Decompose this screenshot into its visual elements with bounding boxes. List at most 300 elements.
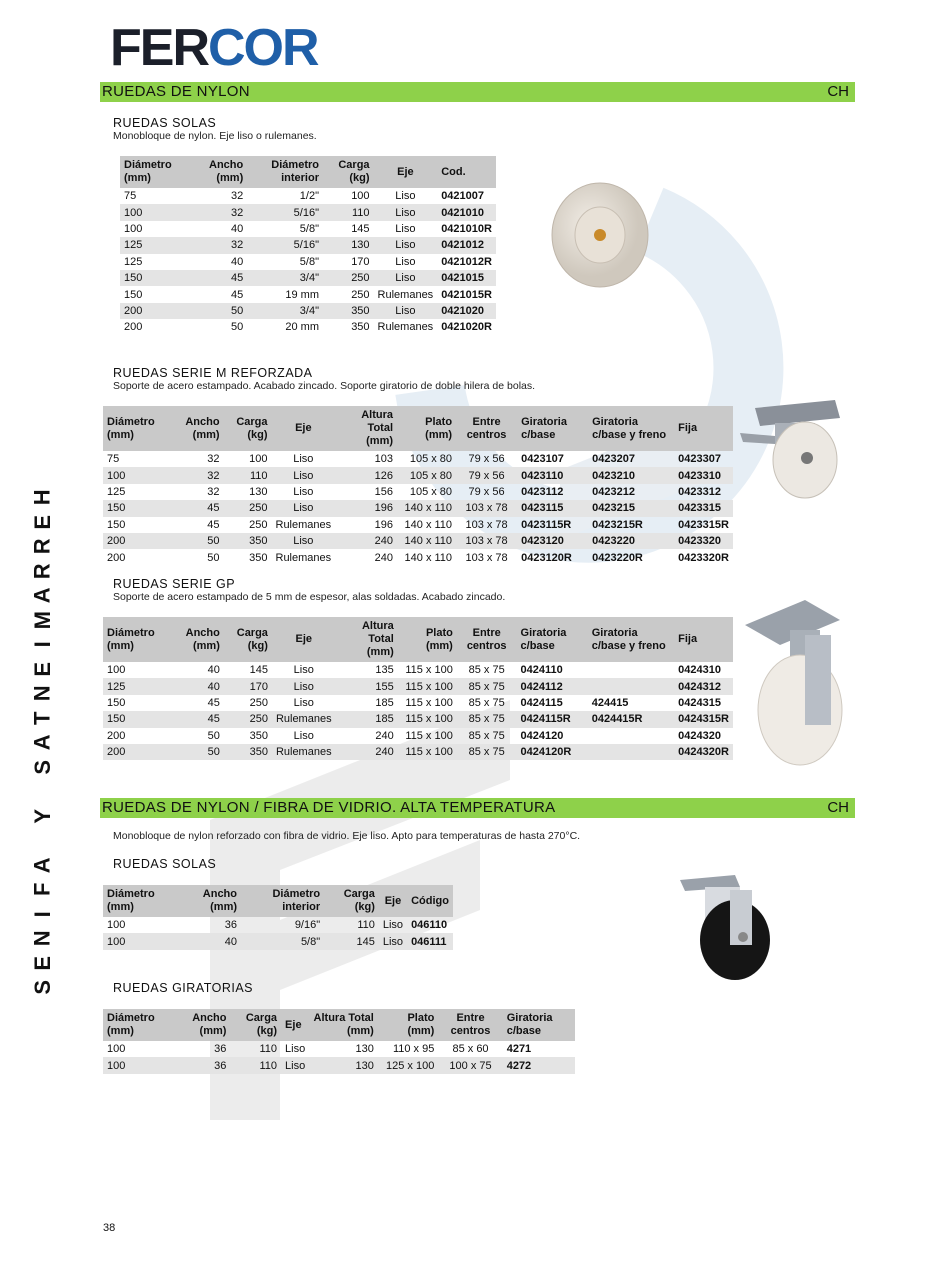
table-cell: 0423307 — [678, 453, 721, 466]
table-cell: 0423112 — [521, 485, 564, 498]
column-header: Carga (kg) — [224, 617, 272, 662]
table-cell: 350 — [249, 729, 268, 742]
table-cell: 0424315R — [674, 711, 733, 727]
table-cell: 424415 — [591, 696, 629, 709]
table-cell: Liso — [293, 729, 314, 742]
table-cell: 45 — [207, 696, 220, 709]
side-letter: R — [29, 562, 55, 579]
table-cell: 85 x 75 — [457, 711, 517, 727]
table-cell: 145 — [249, 664, 268, 677]
column-header: Plato (mm) — [398, 617, 457, 662]
table-cell: 40 — [230, 255, 244, 268]
table-cell: 75 — [124, 190, 137, 203]
column-header: Diámetro (mm) — [103, 617, 170, 662]
table-cell: 0423115R — [521, 518, 572, 531]
table-cell: 125 — [103, 678, 170, 694]
table-cell: 115 x 100 — [398, 744, 457, 760]
table-cell: Rulemanes — [275, 518, 332, 531]
table-cell: Liso — [272, 533, 336, 549]
side-letter: N — [29, 685, 55, 702]
table-cell: 40 — [170, 678, 224, 694]
column-header: Diámetro interior — [241, 885, 324, 917]
table-cell: 200 — [103, 533, 170, 549]
table-cell — [588, 678, 674, 694]
column-header: Plato (mm) — [397, 406, 456, 451]
table-cell: 100 — [249, 453, 268, 466]
table-cell: Rulemanes — [272, 744, 336, 760]
table-cell: 046111 — [407, 933, 453, 949]
table-cell: 32 — [190, 237, 247, 253]
table-cell — [588, 662, 674, 678]
column-header: Altura Total (mm) — [309, 1009, 378, 1041]
table-cell: 0424112 — [517, 678, 588, 694]
side-category-text — [28, 485, 58, 1000]
side-letter: A — [29, 856, 55, 873]
table-cell: 130 — [355, 1043, 374, 1056]
table-cell: 5/8" — [241, 933, 324, 949]
table-cell: Rulemanes — [272, 711, 336, 727]
table-cell: 0424120 — [520, 729, 564, 742]
table-cell: 110 — [224, 467, 272, 483]
table-cell: 150 — [107, 518, 126, 531]
table-cell: 40 — [207, 664, 220, 677]
table-cell: 36 — [214, 1043, 227, 1056]
table-cell: 110 — [230, 1057, 281, 1073]
table-cell: 85 x 60 — [452, 1043, 489, 1056]
table-cell: 45 — [170, 500, 224, 516]
table-cell: Rulemanes — [377, 288, 434, 301]
table-cell: 130 — [249, 485, 268, 498]
table-cell: 150 — [103, 500, 170, 516]
table-cell: 32 — [207, 485, 220, 498]
column-header: Altura Total (mm) — [336, 617, 398, 662]
table-row — [120, 204, 496, 220]
table-cell: 5/16" — [247, 237, 323, 253]
table-cell: 140 x 110 — [404, 518, 453, 531]
table-fibra-giratorias — [103, 1009, 575, 1074]
subsection-title: RUEDAS SOLAS — [113, 116, 217, 130]
column-header: Carga (kg) — [324, 885, 379, 917]
table-cell: 125 — [120, 237, 190, 253]
table-row — [103, 662, 733, 678]
table-cell: 0421007 — [441, 190, 485, 203]
table-cell: 350 — [323, 303, 374, 319]
table-cell: 0423315R — [678, 518, 729, 531]
table-row — [103, 517, 733, 533]
table-cell: 0423115 — [517, 500, 588, 516]
table-cell: 0423110 — [517, 467, 588, 483]
table-cell: 115 x 100 — [405, 729, 453, 742]
table-cell: 0421015 — [437, 270, 496, 286]
table-row — [120, 286, 496, 302]
table-row — [103, 744, 733, 760]
table-cell: 250 — [249, 518, 268, 531]
table-cell: 32 — [190, 204, 247, 220]
table-cell: 350 — [351, 321, 370, 334]
table-row — [120, 188, 496, 204]
table-cell: 85 x 75 — [468, 664, 505, 677]
caster-black-wheel-image — [675, 875, 785, 985]
table-cell: 103 x 78 — [465, 518, 508, 531]
table-cell: 0424312 — [674, 678, 733, 694]
side-letter: Y — [29, 808, 55, 824]
side-letter: S — [29, 979, 55, 995]
table-cell: 0423310 — [674, 467, 733, 483]
side-letter: N — [29, 930, 55, 947]
table-cell: 103 x 78 — [456, 533, 517, 549]
section-bar-nylon — [100, 82, 855, 102]
section-code: CH — [827, 83, 849, 100]
table-row — [103, 451, 733, 467]
table-cell — [588, 728, 674, 744]
column-header: Entre centros — [438, 1009, 502, 1041]
subsection-title: RUEDAS SOLAS — [113, 857, 217, 871]
table-cell: 100 x 75 — [438, 1057, 502, 1073]
table-cell: 185 — [375, 696, 394, 709]
table-cell: 0421020R — [441, 321, 492, 334]
table-cell: 40 — [179, 933, 241, 949]
table-cell: 105 x 80 — [409, 453, 453, 466]
table-cell: 32 — [207, 453, 220, 466]
table-cell: 0424110 — [520, 664, 563, 677]
table-cell: 145 — [351, 222, 370, 235]
table-row — [103, 500, 733, 516]
side-letter: H — [29, 489, 55, 506]
table-cell: Liso — [374, 303, 438, 319]
column-header: Ancho (mm) — [170, 617, 224, 662]
table-cell: 100 — [120, 204, 190, 220]
table-cell: 4271 — [506, 1043, 532, 1056]
table-cell: 150 — [124, 288, 143, 301]
column-header: Ancho (mm) — [190, 156, 247, 188]
table-cell: 100 — [124, 222, 143, 235]
column-header: Diámetro (mm) — [103, 1009, 173, 1041]
table-cell: 50 — [170, 533, 224, 549]
table-cell: Liso — [395, 255, 416, 268]
table-cell: 100 — [351, 190, 370, 203]
table-row — [103, 1041, 575, 1057]
table-cell: 200 — [107, 551, 126, 564]
table-cell: 45 — [190, 270, 247, 286]
table-cell: 50 — [170, 744, 224, 760]
column-header: Ancho (mm) — [173, 1009, 230, 1041]
table-cell: Liso — [272, 500, 336, 516]
side-letter: E — [29, 955, 55, 971]
table-cell: 200 — [120, 303, 190, 319]
column-header: Código — [407, 885, 453, 917]
table-cell: 145 — [324, 933, 379, 949]
table-cell: 126 — [335, 467, 397, 483]
table-cell: 20 mm — [285, 321, 319, 334]
column-header: Fija — [674, 406, 733, 451]
table-cell: 103 — [374, 453, 394, 466]
table-cell: 0423220R — [592, 551, 643, 564]
fercor-logo — [110, 20, 318, 76]
table-cell: 125 x 100 — [378, 1057, 439, 1073]
table-cell: 0423312 — [678, 485, 721, 498]
caster-gp-image — [735, 600, 850, 770]
table-cell: 100 — [103, 1057, 173, 1073]
table-cell: 85 x 75 — [457, 678, 517, 694]
table-cell: 115 x 100 — [398, 678, 457, 694]
subsection-desc: Monobloque de nylon. Eje liso o rulemanes. — [113, 130, 317, 142]
table-cell: 250 — [224, 500, 272, 516]
logo-cor: COR — [208, 19, 318, 77]
table-cell: 125 — [107, 485, 126, 498]
side-letter: M — [29, 610, 55, 629]
column-header: Plato (mm) — [378, 1009, 439, 1041]
table-cell: 19 mm — [285, 288, 319, 301]
table-cell: 100 — [103, 467, 170, 483]
table-cell: Liso — [293, 453, 314, 466]
section-title: RUEDAS DE NYLON — [102, 83, 250, 100]
table-cell: 45 — [170, 711, 224, 727]
table-cell: Liso — [272, 678, 336, 694]
subsection-title: RUEDAS SERIE M REFORZADA — [113, 366, 313, 380]
table-cell: 130 — [323, 237, 374, 253]
table-cell: 85 x 75 — [468, 729, 505, 742]
table-cell: 79 x 56 — [468, 485, 505, 498]
table-cell: 0421020 — [437, 303, 496, 319]
table-row — [103, 917, 453, 933]
table-cell: 0421010 — [437, 204, 496, 220]
column-header: Diámetro interior — [247, 156, 323, 188]
table-row — [120, 303, 496, 319]
table-cell: 0423207 — [592, 453, 635, 466]
table-cell: 0424120R — [517, 744, 588, 760]
table-cell: 3/4" — [247, 270, 323, 286]
table-cell: 250 — [323, 270, 374, 286]
side-letter: I — [29, 641, 55, 648]
table-cell: Liso — [374, 204, 438, 220]
side-letter: E — [29, 661, 55, 677]
table-cell: 140 x 110 — [404, 551, 453, 564]
table-cell: Liso — [395, 190, 416, 203]
table-cell: 0424320R — [674, 744, 733, 760]
table-cell: 200 — [124, 321, 143, 334]
table-cell: 85 x 75 — [468, 696, 505, 709]
table-cell: 36 — [173, 1057, 230, 1073]
table-cell: 0423320R — [678, 551, 729, 564]
table-cell: 240 — [375, 729, 394, 742]
table-cell: 170 — [224, 678, 272, 694]
table-cell: Liso — [374, 270, 438, 286]
nylon-wheel-image — [545, 180, 655, 290]
column-header: Eje — [272, 406, 336, 451]
column-header: Diámetro (mm) — [103, 885, 179, 917]
column-header: Diámetro (mm) — [120, 156, 190, 188]
table-row — [103, 933, 453, 949]
table-cell: Liso — [374, 237, 438, 253]
table-cell: Liso — [293, 485, 314, 498]
table-row — [120, 254, 496, 270]
table-cell: 200 — [103, 744, 170, 760]
caster-brake-image — [735, 398, 845, 503]
section-bar-fibra — [100, 798, 855, 818]
table-cell: 100 — [107, 664, 126, 677]
table-fibra-solas — [103, 885, 453, 950]
column-header: Fija — [674, 617, 733, 662]
table-cell: 0423320 — [674, 533, 733, 549]
table-cell: 350 — [224, 533, 272, 549]
table-cell: Liso — [272, 467, 336, 483]
page-number: 38 — [103, 1222, 116, 1234]
column-header: Entre centros — [456, 406, 517, 451]
table-row — [103, 728, 733, 744]
table-cell: Liso — [382, 919, 404, 932]
table-cell: 0423212 — [592, 485, 635, 498]
table-ruedas-solas — [120, 156, 496, 336]
column-header: Carga (kg) — [323, 156, 374, 188]
side-letter: F — [29, 882, 55, 896]
table-cell: 0423215R — [592, 518, 643, 531]
column-header: Cod. — [437, 156, 496, 188]
column-header: Eje — [379, 885, 407, 917]
table-cell: 105 x 80 — [409, 485, 453, 498]
table-cell: 36 — [224, 919, 238, 932]
column-header: Ancho (mm) — [170, 406, 224, 451]
table-cell: 150 — [120, 270, 190, 286]
table-cell: 32 — [230, 190, 244, 203]
column-header: Giratoria c/base y freno — [588, 406, 674, 451]
table-cell: 0423120 — [517, 533, 588, 549]
subsection-title: RUEDAS GIRATORIAS — [113, 981, 254, 995]
column-header: Carga (kg) — [230, 1009, 281, 1041]
subsection-desc: Soporte de acero estampado de 5 mm de espesor, alas soldadas. Acabado zincado. — [113, 591, 506, 603]
table-cell: Rulemanes — [377, 321, 434, 334]
section-desc: Monobloque de nylon reforzado con fibra de vidrio. Eje liso. Apto para temperaturas de hasta 270°C. — [113, 830, 581, 842]
table-cell: 155 — [336, 678, 398, 694]
column-header: Eje — [281, 1009, 309, 1041]
table-cell: 9/16" — [294, 919, 321, 932]
table-cell: 150 — [107, 696, 126, 709]
table-cell: 75 — [107, 453, 120, 466]
table-cell: 5/8" — [299, 222, 319, 235]
table-cell: 50 — [230, 321, 244, 334]
table-cell: 100 — [107, 919, 126, 932]
table-cell: 110 x 95 — [392, 1043, 435, 1056]
table-cell: 100 — [103, 933, 179, 949]
subsection-desc: Soporte de acero estampado. Acabado zincado. Soporte giratorio de doble hilera de bolas. — [113, 380, 536, 392]
table-cell: 115 x 100 — [398, 711, 457, 727]
table-cell: Liso — [281, 1057, 309, 1073]
side-letter: A — [29, 587, 55, 604]
table-cell: 0424115 — [520, 696, 563, 709]
table-cell: 150 — [103, 711, 170, 727]
table-cell: 105 x 80 — [397, 467, 456, 483]
table-cell: 110 — [357, 919, 375, 932]
table-row — [120, 319, 496, 335]
table-cell: 125 — [124, 255, 143, 268]
table-cell: Liso — [285, 1043, 306, 1056]
table-row — [103, 695, 733, 711]
logo-fer: FER — [110, 19, 208, 77]
table-cell: 115 x 100 — [405, 664, 453, 677]
table-row — [103, 533, 733, 549]
section-code: CH — [827, 799, 849, 816]
column-header: Giratoria c/base — [517, 406, 588, 451]
table-cell: Liso — [293, 696, 314, 709]
table-cell: 250 — [224, 711, 272, 727]
table-row — [120, 221, 496, 237]
column-header: Altura Total (mm) — [335, 406, 397, 451]
table-row — [120, 237, 496, 253]
side-letter: I — [29, 910, 55, 917]
table-cell: 103 x 78 — [456, 500, 517, 516]
table-cell: 50 — [207, 551, 220, 564]
table-cell: 0423315 — [674, 500, 733, 516]
table-cell: 45 — [230, 288, 244, 301]
table-cell: 130 — [309, 1057, 378, 1073]
table-cell: 0421012R — [441, 255, 492, 268]
section-title: RUEDAS DE NYLON / FIBRA DE VIDRIO. ALTA TEMPERATURA — [102, 799, 556, 816]
table-cell: 45 — [207, 518, 220, 531]
column-header: Entre centros — [457, 617, 517, 662]
table-cell: 0423120R — [521, 551, 572, 564]
side-letter: T — [29, 711, 55, 725]
table-cell: 250 — [249, 696, 268, 709]
table-serie-m — [103, 406, 733, 566]
table-cell: 0421012 — [437, 237, 496, 253]
table-cell: Liso — [395, 222, 416, 235]
table-cell: 0423215 — [588, 500, 674, 516]
table-cell: 0421015R — [441, 288, 492, 301]
column-header: Eje — [272, 617, 336, 662]
table-cell: 200 — [107, 729, 126, 742]
table-cell: 046110 — [411, 919, 448, 932]
table-cell: 85 x 75 — [457, 744, 517, 760]
table-cell: 110 — [259, 1043, 278, 1056]
table-cell: 5/8" — [299, 255, 319, 268]
table-cell: Liso — [293, 664, 314, 677]
table-cell: 0423220 — [588, 533, 674, 549]
column-header: Giratoria c/base y freno — [588, 617, 674, 662]
table-cell: 5/16" — [247, 204, 323, 220]
table-cell: 79 x 56 — [456, 467, 517, 483]
table-cell: 135 — [375, 664, 394, 677]
table-cell: 115 x 100 — [405, 696, 453, 709]
table-cell: 185 — [336, 711, 398, 727]
table-cell: 0423107 — [521, 453, 564, 466]
table-serie-gp — [103, 617, 733, 760]
table-cell: 140 x 110 — [397, 533, 456, 549]
side-letter: S — [29, 759, 55, 775]
table-cell: 350 — [249, 551, 268, 564]
table-cell: 50 — [190, 303, 247, 319]
table-cell: 0424115R — [517, 711, 588, 727]
table-cell: 50 — [207, 729, 220, 742]
table-cell: 79 x 56 — [468, 453, 505, 466]
table-cell: 156 — [374, 485, 394, 498]
table-cell: 240 — [374, 551, 394, 564]
table-cell: 103 x 78 — [465, 551, 508, 564]
table-cell: 240 — [336, 744, 398, 760]
table-cell — [588, 744, 674, 760]
side-letter: E — [29, 514, 55, 530]
column-header: Giratoria c/base — [517, 617, 588, 662]
table-cell: 240 — [335, 533, 397, 549]
table-cell: 140 x 110 — [397, 500, 456, 516]
side-letter: R — [29, 538, 55, 555]
side-letter: A — [29, 734, 55, 751]
table-cell: 350 — [224, 744, 272, 760]
column-header: Eje — [374, 156, 438, 188]
table-row — [103, 1057, 575, 1073]
table-row — [103, 711, 733, 727]
table-row — [103, 549, 733, 565]
table-cell: 0423210 — [588, 467, 674, 483]
table-cell: 100 — [107, 1043, 126, 1056]
